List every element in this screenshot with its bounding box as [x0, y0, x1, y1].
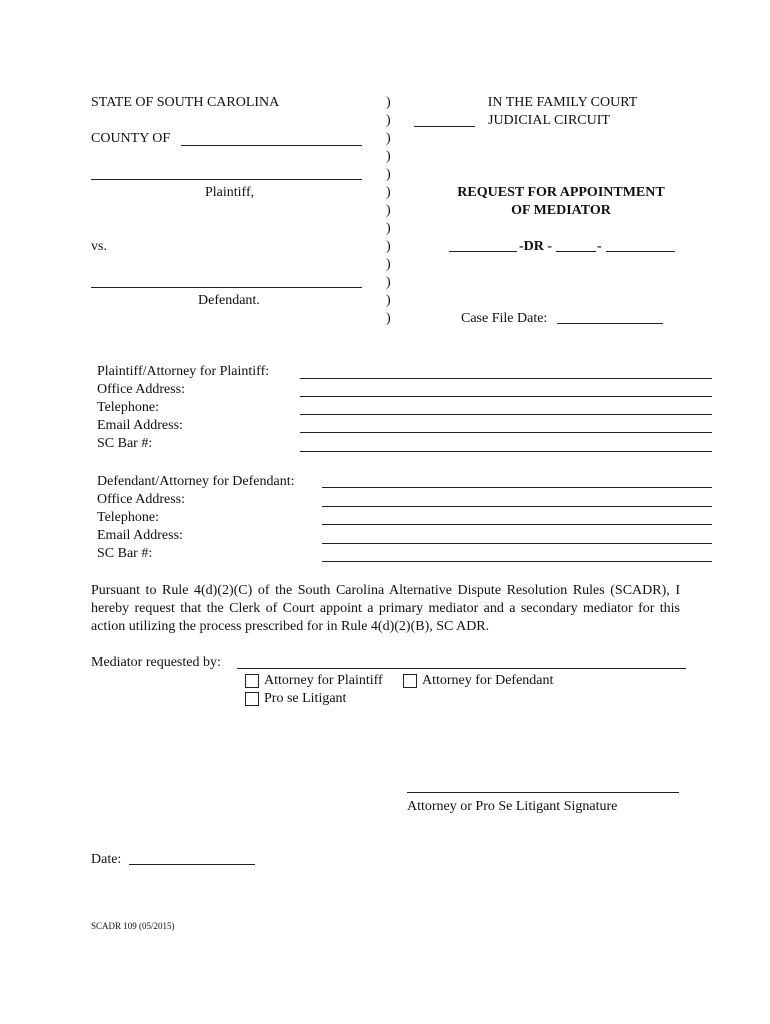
mediator-requested-by-line[interactable] [237, 668, 686, 669]
case-file-date-label: Case File Date: [461, 311, 548, 326]
caption-paren: ) [386, 131, 391, 146]
pro-se-litigant-option: Pro se Litigant [264, 691, 347, 706]
caption-paren: ) [386, 257, 391, 272]
county-input-line[interactable] [181, 145, 362, 146]
defendant-office-field-line[interactable] [322, 506, 712, 507]
plaintiff-email-label: Email Address: [97, 418, 183, 433]
defendant-bar-label: SC Bar #: [97, 546, 153, 561]
request-paragraph: Pursuant to Rule 4(d)(2)(C) of the South Carolina Alternative Dispute Resolution Rules (SCADR), I hereby request that the Clerk of Court appoint a primary mediator and a secondary mediator for this action utilizing the process prescribed for in Rule 4(d)(2)(B), SC ADR. [91, 583, 680, 634]
caption-paren: ) [386, 275, 391, 290]
plaintiff-name-line[interactable] [91, 179, 362, 180]
case-county-code-line[interactable] [556, 251, 596, 252]
defendant-name-field-line[interactable] [322, 487, 712, 488]
date-label: Date: [91, 852, 122, 867]
plaintiff-office-field-line[interactable] [300, 396, 712, 397]
case-dash: - [597, 239, 602, 254]
caption-paren: ) [386, 203, 391, 218]
date-line[interactable] [129, 864, 255, 865]
defendant-telephone-field-line[interactable] [322, 524, 712, 525]
mediator-requested-by-label: Mediator requested by: [91, 655, 221, 670]
pro-se-litigant-checkbox[interactable] [245, 692, 259, 706]
plaintiff-bar-label: SC Bar #: [97, 436, 153, 451]
case-dr-label: -DR - [519, 239, 553, 254]
plaintiff-email-field-line[interactable] [300, 432, 712, 433]
caption-paren: ) [386, 239, 391, 254]
signature-line[interactable] [407, 792, 679, 793]
caption-paren: ) [386, 221, 391, 236]
plaintiff-telephone-field-line[interactable] [300, 414, 712, 415]
defendant-email-label: Email Address: [97, 528, 183, 543]
defendant-attorney-heading: Defendant/Attorney for Defendant: [97, 474, 295, 489]
case-sequence-line[interactable] [606, 251, 675, 252]
attorney-for-defendant-checkbox[interactable] [403, 674, 417, 688]
court-name: IN THE FAMILY COURT [487, 95, 638, 110]
plaintiff-label: Plaintiff, [205, 185, 255, 200]
defendant-bar-field-line[interactable] [322, 561, 712, 562]
caption-paren: ) [386, 95, 391, 110]
county-label: COUNTY OF [91, 131, 171, 146]
defendant-office-label: Office Address: [97, 492, 185, 507]
plaintiff-name-field-line[interactable] [300, 378, 712, 379]
caption-paren: ) [386, 293, 391, 308]
defendant-telephone-label: Telephone: [97, 510, 159, 525]
caption-paren: ) [386, 185, 391, 200]
form-title-line2: OF MEDIATOR [511, 203, 611, 218]
caption-paren: ) [386, 167, 391, 182]
attorney-for-defendant-option: Attorney for Defendant [422, 673, 554, 688]
versus-label: vs. [91, 239, 107, 254]
case-year-line[interactable] [449, 251, 517, 252]
circuit-number-line[interactable] [414, 126, 475, 127]
defendant-email-field-line[interactable] [322, 543, 712, 544]
caption-paren: ) [386, 311, 391, 326]
caption-paren: ) [386, 113, 391, 128]
defendant-name-line[interactable] [91, 287, 362, 288]
case-file-date-line[interactable] [557, 323, 663, 324]
plaintiff-office-label: Office Address: [97, 382, 185, 397]
caption-paren: ) [386, 149, 391, 164]
plaintiff-attorney-heading: Plaintiff/Attorney for Plaintiff: [97, 364, 270, 379]
form-number-footer: SCADR 109 (05/2015) [91, 921, 175, 931]
signature-label: Attorney or Pro Se Litigant Signature [407, 799, 618, 814]
attorney-for-plaintiff-checkbox[interactable] [245, 674, 259, 688]
judicial-circuit-label: JUDICIAL CIRCUIT [488, 113, 610, 128]
state-heading: STATE OF SOUTH CAROLINA [91, 95, 280, 110]
plaintiff-bar-field-line[interactable] [300, 451, 712, 452]
plaintiff-telephone-label: Telephone: [97, 400, 159, 415]
attorney-for-plaintiff-option: Attorney for Plaintiff [264, 673, 383, 688]
defendant-label: Defendant. [198, 293, 260, 308]
form-title-line1: REQUEST FOR APPOINTMENT [457, 185, 665, 200]
